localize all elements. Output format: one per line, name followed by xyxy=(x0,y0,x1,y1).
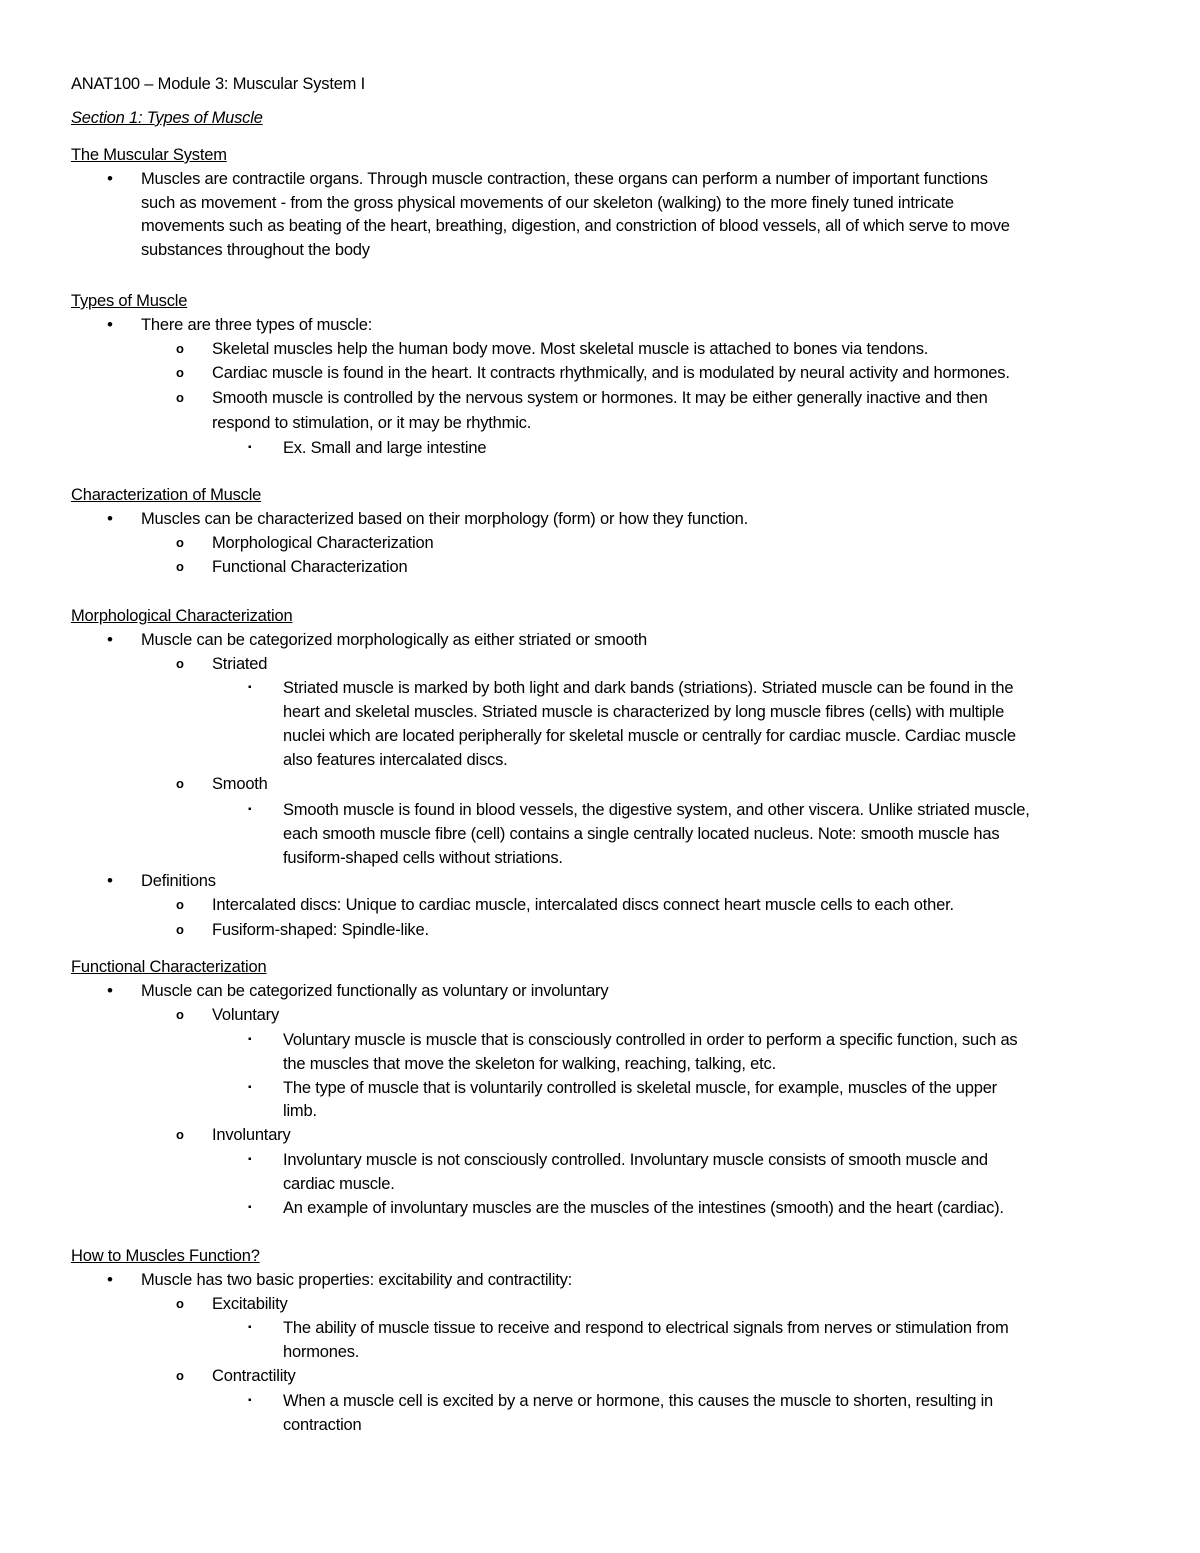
list-item: Fusiform-shaped: Spindle-like. xyxy=(212,921,429,939)
list-item: Skeletal muscles help the human body move. Most skeletal muscle is attached to bones via tendons. xyxy=(212,340,929,358)
bullet-marker: • xyxy=(107,509,113,528)
circle-marker: o xyxy=(176,341,184,356)
circle-marker: o xyxy=(176,922,184,937)
paragraph-line: nuclei which are located peripherally for skeletal muscle or centrally for cardiac muscle. Cardiac muscle xyxy=(283,727,1016,745)
square-marker: ▪ xyxy=(248,442,252,453)
document-title: ANAT100 – Module 3: Muscular System I xyxy=(71,75,365,93)
square-marker: ▪ xyxy=(248,1395,252,1406)
heading-functional: Functional Characterization xyxy=(71,958,267,976)
paragraph-line: When a muscle cell is excited by a nerve or hormone, this causes the muscle to shorten, resulting in xyxy=(283,1392,994,1410)
section-heading: Section 1: Types of Muscle xyxy=(71,109,263,127)
circle-marker: o xyxy=(176,390,184,405)
paragraph-line: An example of involuntary muscles are the muscles of the intestines (smooth) and the heart (cardiac). xyxy=(283,1199,1004,1217)
list-item: Ex. Small and large intestine xyxy=(283,439,487,457)
paragraph-line: Striated muscle is marked by both light and dark bands (striations). Striated muscle can be found in the xyxy=(283,679,1014,697)
list-item: Intercalated discs: Unique to cardiac muscle, intercalated discs connect heart muscle cells to each other. xyxy=(212,896,954,914)
circle-marker: o xyxy=(176,1296,184,1311)
circle-marker: o xyxy=(176,559,184,574)
list-item: respond to stimulation, or it may be rhythmic. xyxy=(212,414,532,432)
square-marker: ▪ xyxy=(248,682,252,693)
list-item: Definitions xyxy=(141,872,216,890)
square-marker: ▪ xyxy=(248,804,252,815)
bullet-marker: • xyxy=(107,981,113,1000)
list-item: Smooth xyxy=(212,775,268,793)
bullet-marker: • xyxy=(107,1270,113,1289)
heading-characterization: Characterization of Muscle xyxy=(71,486,262,504)
list-item: Excitability xyxy=(212,1295,288,1313)
paragraph-line: limb. xyxy=(283,1102,317,1120)
heading-muscular-system: The Muscular System xyxy=(71,146,227,164)
paragraph-line: Voluntary muscle is muscle that is consciously controlled in order to perform a specific function, such as xyxy=(283,1031,1018,1049)
circle-marker: o xyxy=(176,1127,184,1142)
list-item: Muscle can be categorized morphologically as either striated or smooth xyxy=(141,631,648,649)
circle-marker: o xyxy=(176,776,184,791)
square-marker: ▪ xyxy=(248,1034,252,1045)
list-item: There are three types of muscle: xyxy=(141,316,373,334)
list-item: Smooth muscle is controlled by the nervous system or hormones. It may be either generally inactive and then xyxy=(212,389,988,407)
heading-morphological: Morphological Characterization xyxy=(71,607,293,625)
paragraph-line: Muscles are contractile organs. Through muscle contraction, these organs can perform a number of important functions xyxy=(141,170,988,188)
paragraph-line: such as movement - from the gross physical movements of our skeleton (walking) to the more finely tuned intricate xyxy=(141,194,954,212)
list-item: Muscle has two basic properties: excitability and contractility: xyxy=(141,1271,573,1289)
list-item: Morphological Characterization xyxy=(212,534,434,552)
list-item: Muscle can be categorized functionally as voluntary or involuntary xyxy=(141,982,609,1000)
list-item: Voluntary xyxy=(212,1006,279,1024)
circle-marker: o xyxy=(176,1368,184,1383)
square-marker: ▪ xyxy=(248,1082,252,1093)
paragraph-line: substances throughout the body xyxy=(141,241,370,259)
bullet-marker: • xyxy=(107,630,113,649)
list-item: Cardiac muscle is found in the heart. It contracts rhythmically, and is modulated by neural activity and hormones. xyxy=(212,364,1010,382)
paragraph-line: the muscles that move the skeleton for walking, reaching, talking, etc. xyxy=(283,1055,776,1073)
list-item: Striated xyxy=(212,655,268,673)
heading-how-muscles-function: How to Muscles Function? xyxy=(71,1247,260,1265)
circle-marker: o xyxy=(176,535,184,550)
list-item: Contractility xyxy=(212,1367,296,1385)
circle-marker: o xyxy=(176,897,184,912)
circle-marker: o xyxy=(176,1007,184,1022)
list-item: Muscles can be characterized based on their morphology (form) or how they function. xyxy=(141,510,749,528)
paragraph-line: movements such as beating of the heart, breathing, digestion, and constriction of blood vessels, all of which serve to move xyxy=(141,217,1010,235)
paragraph-line: heart and skeletal muscles. Striated muscle is characterized by long muscle fibres (cells) with multiple xyxy=(283,703,1005,721)
circle-marker: o xyxy=(176,656,184,671)
paragraph-line: The type of muscle that is voluntarily controlled is skeletal muscle, for example, muscles of the upper xyxy=(283,1079,997,1097)
paragraph-line: Involuntary muscle is not consciously controlled. Involuntary muscle consists of smooth muscle and xyxy=(283,1151,988,1169)
paragraph-line: each smooth muscle fibre (cell) contains a single centrally located nucleus. Note: smooth muscle has xyxy=(283,825,1000,843)
paragraph-line: hormones. xyxy=(283,1343,360,1361)
list-item: Involuntary xyxy=(212,1126,291,1144)
bullet-marker: • xyxy=(107,315,113,334)
square-marker: ▪ xyxy=(248,1202,252,1213)
list-item: Functional Characterization xyxy=(212,558,408,576)
bullet-marker: • xyxy=(107,169,113,188)
square-marker: ▪ xyxy=(248,1322,252,1333)
circle-marker: o xyxy=(176,365,184,380)
bullet-marker: • xyxy=(107,871,113,890)
paragraph-line: cardiac muscle. xyxy=(283,1175,395,1193)
paragraph-line: also features intercalated discs. xyxy=(283,751,508,769)
heading-types-of-muscle: Types of Muscle xyxy=(71,292,188,310)
square-marker: ▪ xyxy=(248,1154,252,1165)
paragraph-line: Smooth muscle is found in blood vessels, the digestive system, and other viscera. Unlike striated muscle, xyxy=(283,801,1030,819)
paragraph-line: fusiform-shaped cells without striations. xyxy=(283,849,563,867)
paragraph-line: contraction xyxy=(283,1416,362,1434)
paragraph-line: The ability of muscle tissue to receive and respond to electrical signals from nerves or stimulation from xyxy=(283,1319,1009,1337)
